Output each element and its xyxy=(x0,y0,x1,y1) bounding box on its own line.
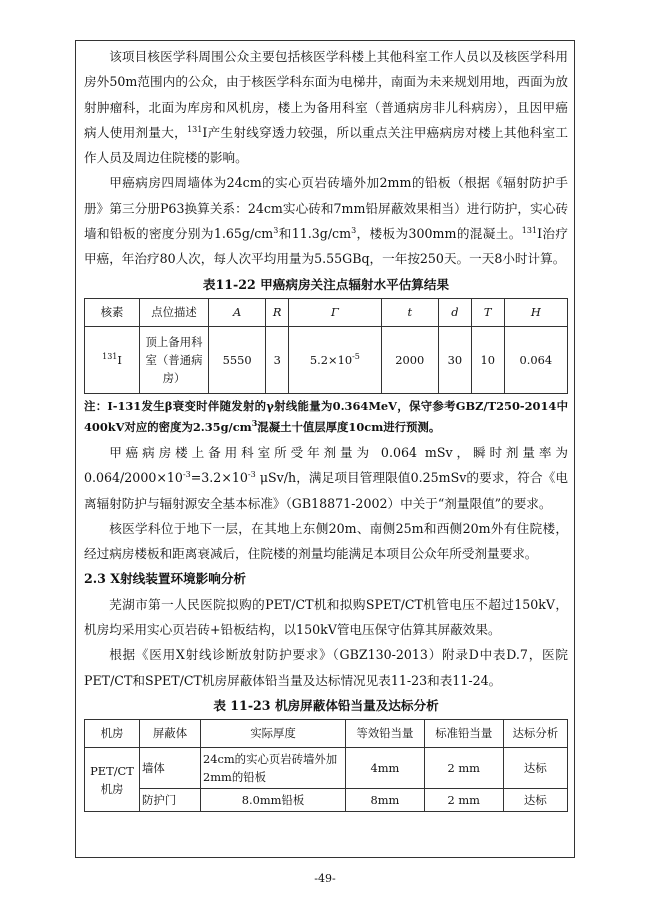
header-result: 达标分析 xyxy=(503,719,567,747)
header-location: 点位描述 xyxy=(140,298,209,326)
table-note: 注：I-131发生β衰变时伴随发射的γ射线能量为0.364MeV，保守参考GBZ/T250-2014中400kV对应的密度为$2.35g/cm^3$混凝土十值层厚度10cm进行预测。 xyxy=(84,398,568,434)
table-row xyxy=(85,748,568,789)
cell-standard: 2 mm xyxy=(424,789,503,812)
section-heading: 2.3 X射线装置环境影响分析 xyxy=(84,571,247,587)
paragraph-public-scope: 该项目核医学科周围公众主要包括核医学科楼上其他科室工作人员以及核医学科用房外50m范围内的公众，由于核医学科东面为电梯井，南面为未来规划用地，西面为放射肿瘤科，北面为库房和风机房，楼上为备用科室（普通病房非儿科病房），且因甲癌病人使用剂量大，$^{131}$I产生射线穿透力较强，所以重点关注甲癌病房对楼上其他科室工作人员及周边住院楼的影响。 xyxy=(84,49,569,166)
cell-thickness: 24cm的实心页岩砖墙外加2mm的铅板 xyxy=(201,748,346,789)
header-shield: 屏蔽体 xyxy=(140,719,201,747)
table-11-22 xyxy=(84,298,568,394)
cell-R: 3 xyxy=(266,326,289,393)
paragraph-standard-reference: 根据《医用X射线诊断放射防护要求》（GBZ130-2013）附录D中表D.7，医院PET/CT和SPET/CT机房屏蔽体铅当量及达标情况见表11-23和表11-24。 xyxy=(84,647,568,688)
cell-equivalent: 8mm xyxy=(346,789,425,812)
table-11-23-caption: 表 11-23 机房屏蔽体铅当量及达标分析 xyxy=(213,697,439,713)
cell-room: PET/CT机房 xyxy=(85,748,140,812)
cell-shield: 防护门 xyxy=(140,789,201,812)
paragraph-dose-result: 甲癌病房楼上备用科室所受年剂量为 0.064 mSv，瞬时剂量率为 $0.064/2000\times 10^{-3}=3.2\times 10^{-3}$ μSv/h，满足项目管理限值0.25mSv的要求，符合《电离辐射防护与辐射源安全基本标准》（GB18871-2002）中关于“剂量限值”的要求。 xyxy=(84,444,568,511)
header-equivalent: 等效铅当量 xyxy=(346,719,425,747)
cell-equivalent: 4mm xyxy=(346,748,425,789)
table-row xyxy=(85,326,568,393)
cell-standard: 2 mm xyxy=(424,748,503,789)
cell-shield: 墙体 xyxy=(140,748,201,789)
cell-H: 0.064 xyxy=(504,326,567,393)
cell-thickness: 8.0mm铅板 xyxy=(201,789,346,812)
cell-nuclide: $^{131}$I xyxy=(85,326,140,393)
paragraph-xray-devices: 芜湖市第一人民医院拟购的PET/CT机和拟购SPET/CT机管电压不超过150kV，机房均采用实心页岩砖+铅板结构，以150kV管电压保守估算其屏蔽效果。 xyxy=(84,596,568,638)
paragraph-wall-shielding: 甲癌病房四周墙体为24cm的实心页岩砖墙外加2mm的铅板（根据《辐射防护手册》第三分册P63换算关系：24cm实心砖和7mm铅屏蔽效果相当）进行防护，实心砖墙和铅板的密度分别为$1.65g/cm^3$和$11.3g/cm^3$，楼板为300mm的混凝土。$^{131}$I治疗甲癌，年治疗80人次，每人次平均用量为5.55GBq，一年按250天。一天8小时计算。 xyxy=(84,175,569,267)
header-t: t xyxy=(381,298,438,326)
header-standard: 标准铅当量 xyxy=(424,719,503,747)
header-thickness: 实际厚度 xyxy=(201,719,346,747)
table-11-23 xyxy=(84,719,568,812)
cell-location: 顶上备用科室（普通病房） xyxy=(140,326,209,393)
table-header-row xyxy=(85,298,568,326)
cell-T: 10 xyxy=(471,326,504,393)
cell-result: 达标 xyxy=(503,748,567,789)
header-T: T xyxy=(471,298,504,326)
paragraph-inpatient-building: 核医学科位于地下一层，在其地上东侧20m、南侧25m和西侧20m外有住院楼，经过病房楼板和距离衰减后，住院楼的剂量均能满足本项目公众年所受剂量要求。 xyxy=(84,520,568,562)
cell-d: 30 xyxy=(438,326,471,393)
cell-gamma: $5.2\times 10^{-5}$ xyxy=(289,326,382,393)
cell-result: 达标 xyxy=(503,789,567,812)
header-A: A xyxy=(209,298,266,326)
header-nuclide: 核素 xyxy=(85,298,140,326)
document-body xyxy=(84,44,568,812)
header-H: H xyxy=(504,298,567,326)
page-number: -49- xyxy=(314,872,336,885)
table-11-22-caption: 表11-22 甲癌病房关注点辐射水平估算结果 xyxy=(202,276,450,292)
header-gamma: Γ xyxy=(289,298,382,326)
cell-A: 5550 xyxy=(209,326,266,393)
cell-t: 2000 xyxy=(381,326,438,393)
header-R: R xyxy=(266,298,289,326)
table-header-row xyxy=(85,719,568,747)
header-room: 机房 xyxy=(85,719,140,747)
header-d: d xyxy=(438,298,471,326)
table-row xyxy=(85,789,568,812)
